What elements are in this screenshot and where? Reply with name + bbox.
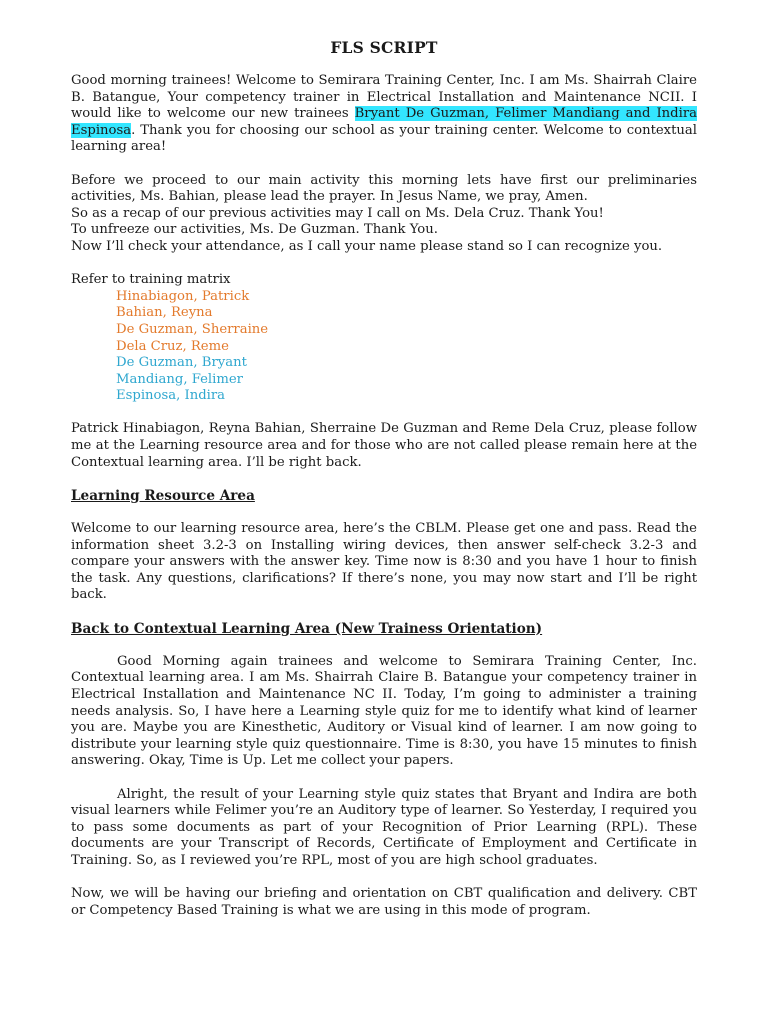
matrix-name-orange: De Guzman, Sherraine [116, 321, 269, 337]
intro-paragraph [71, 73, 697, 156]
cla-heading: Back to Contextual Learning Area (New Trainess Orientation) [71, 620, 543, 637]
matrix-name-orange: Hinabiagon, Patrick [116, 288, 250, 304]
training-matrix-list [71, 289, 697, 405]
follow-paragraph: Patrick Hinabiagon, Reyna Bahian, Sherraine De Guzman and Reme Dela Cruz, please follow me at the Learning resource area and for those who are not called please remain here at the Contextual learning area. I’ll be right back. [71, 421, 697, 470]
prelims-paragraph: Before we proceed to our main activity this morning lets have first our preliminaries activities, Ms. Bahian, please lead the prayer. In Jesus Name, we pray, Amen. [71, 172, 697, 205]
matrix-name-blue: Mandiang, Felimer [116, 371, 243, 387]
document-title: FLS SCRIPT [330, 38, 438, 57]
matrix-name-orange: Dela Cruz, Reme [116, 338, 229, 354]
attendance-line: Now I’ll check your attendance, as I call your name please stand so I can recognize you. [71, 238, 663, 254]
document-page [71, 38, 697, 919]
lra-paragraph: Welcome to our learning resource area, here’s the CBLM. Please get one and pass. Read the information sheet 3.2-3 on Installing wiring devices, then answer self-check 3.2-3 and compare your answers with the answer key. Time now is 8:30 and you have 1 hour to finish the task. Any questions, clarifications? If there’s none, you may now start and I’ll be right back. [71, 521, 697, 603]
intro-text: Good morning trainees! Welcome to Semirara Training Center, Inc. I am Ms. Shairrah Claire B. Batangue, Your competency trainer in Electrical Installation and Maintenance NCII. I would like to welcome our new trainees [71, 73, 697, 122]
matrix-name-orange: Bahian, Reyna [116, 305, 213, 321]
cla-paragraph-1: Good Morning again trainees and welcome to Semirara Training Center, Inc. Contextual learning area. I am Ms. Shairrah Claire B. Batangue your competency trainer in Electrical Installation and Maintenance NC II. Today, I’m going to administer a training needs analysis. So, I have here a Learning style quiz for me to identify what kind of learner you are. Maybe you are Kinesthetic, Auditory or Visual kind of learner. I am now going to distribute your learning style quiz questionnaire. Time is 8:30, you have 15 minutes to finish answering. Okay, Time is Up. Let me collect your papers. [71, 653, 697, 769]
lra-heading: Learning Resource Area [71, 487, 255, 504]
intro-text-end: . Thank you for choosing our school as your training center. Welcome to contextual learning area! [71, 122, 697, 155]
highlighted-trainees: Bryant De Guzman, Felimer Mandiang and Indira Espinosa [71, 106, 697, 138]
recap-line: So as a recap of our previous activities may I call on Ms. Dela Cruz. Thank You! [71, 205, 604, 221]
cla-paragraph-2: Alright, the result of your Learning style quiz states that Bryant and Indira are both visual learners while Felimer you’re an Auditory type of learner. So Yesterday, I required you to pass some documents as part of your Recognition of Prior Learning (RPL). These documents are your Transcript of Records, Certificate of Employment and Certificate in Training. So, as I reviewed you’re RPL, most of you are high school graduates. [71, 786, 697, 868]
matrix-label: Refer to training matrix [71, 272, 231, 288]
unfreeze-line: To unfreeze our activities, Ms. De Guzman. Thank You. [71, 222, 438, 238]
matrix-name-blue: De Guzman, Bryant [116, 355, 247, 371]
cla-paragraph-3: Now, we will be having our briefing and orientation on CBT qualification and delivery. CBT or Competency Based Training is what we are using in this mode of program. [71, 886, 697, 918]
matrix-name-blue: Espinosa, Indira [116, 388, 226, 404]
